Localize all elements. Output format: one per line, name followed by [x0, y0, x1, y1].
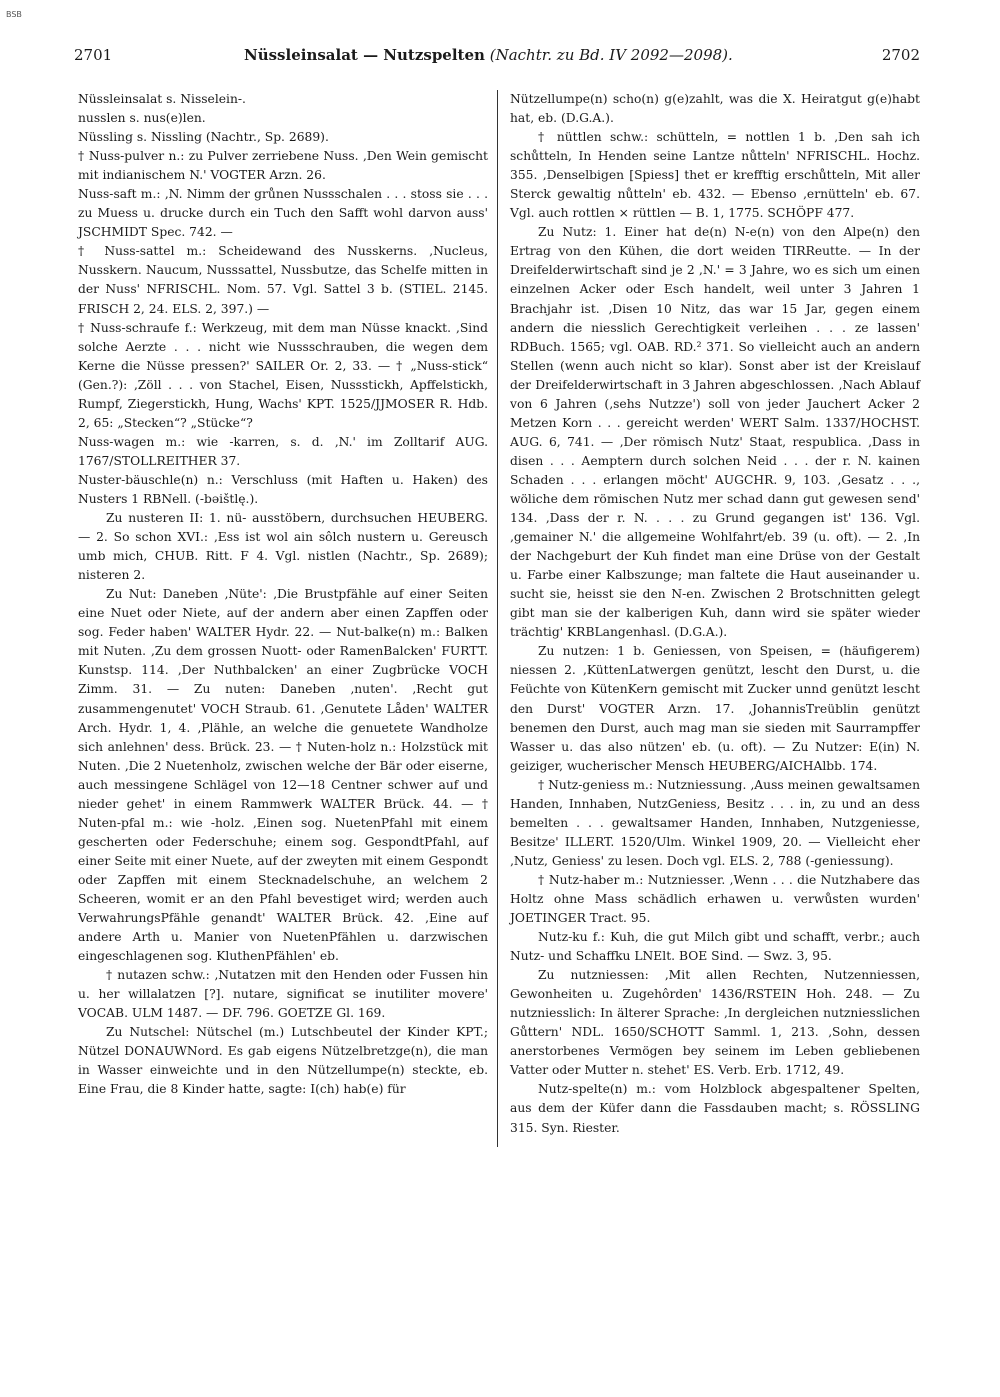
entry: nusslen s. nus(e)len.: [78, 111, 206, 126]
entry: Zu Nut: Daneben ‚Nüte': ‚Die Brustpfähle auf einer Seiten eine Nuet oder Niete, auf der andern aber einen Zapffen oder sog. Feder haben' WALTER Hydr. 22. — Nut-balke(n) m.: Balken mit Nuten. ‚Zu dem grossen Nuott- oder RamenBalcken' FURTT. Kunstsp. 114. ‚Der Nuthbalcken' an einer Zugbrücke VOCH Zimm. 31. — Zu nuten: Daneben ‚nuten'. ‚Recht gut zusammengenutet' VOCH Straub. 61. ‚Genutete Låden' WALTER Arch. Hydr. 1, 4. ‚Plähle, an welche die genuetete Wandholze sich anlehnen' dess. Brück. 23. — † Nuten-holz n.: Holzstück mit Nuten. ‚Die 2 Nuetenholz, zwischen welche der Bär oder eiserne, auch messingene Schlägel von 12—18 Centner schwer auf und nieder gehet' in einem Rammwerk WALTER Brück. 44. — † Nuten-pfal m.: wie -holz. ‚Einen sog. NuetenPfahl mit einem gescherten oder Federschuhe; einem sog. GespondtPfahl, auf einer Seite mit einer Nuete, auf der zweyten mit einem Gespondt oder Zapffen mit einem Stecknadelschuhe, an welchem 2 Scheeren, womit er an den Pfahl bevestiget wird; werden auch VerwahrungsPfähle genandt' WALTER Brück. 42. ‚Eine auf andere Arth u. Manier von NuetenPfählen u. darzwischen eingeschlagenen sog. KluthenPfählen' eb.: [78, 587, 488, 964]
running-title-note: (Nachtr. zu Bd. IV 2092—2098).: [489, 46, 733, 64]
entry: Nüssling s. Nissling (Nachtr., Sp. 2689).: [78, 130, 329, 145]
entry: † Nuss-schraufe f.: Werkzeug, mit dem man Nüsse knackt. ‚Sind solche Aerzte . . . nicht wie Nussschrauben, die wegen dem Kerne die Nüsse pressen?' SAILER Or. 2, 33. — † „Nuss-stick“ (Gen.?): ‚Zöll . . . von Stachel, Eisen, Nussstickh, Apffelstickh, Rumpf, Ziegerstickh, Hung, Wachs' KPT. 1525/JJMOSER R. Hdb. 2, 65: „Stecken“? „Stücke“?: [78, 320, 488, 430]
running-title-main: Nüssleinsalat — Nutzspelten: [244, 46, 485, 64]
library-stamp: BSB: [6, 10, 22, 19]
entry: Zu nutzniessen: ‚Mit allen Rechten, Nutzenniessen, Gewonheiten u. Zugehôrden' 1436/RSTEIN Hoh. 248. — Zu nutzniesslich: In älterer Sprache: ‚In dergleichen nutzniesslichen Gůttern' NDL. 1650/SCHOTT Samml. 1, 213. ‚Sohn, dessen anerstorbenes Vermögen bey seinem im Leben gebliebenen Vatter oder Mutter n. stehet' ES. Verb. Erb. 1712, 49.: [510, 968, 920, 1078]
entry: Zu Nutschel: Nütschel (m.) Lutschbeutel der Kinder KPT.; Nützel DONAUWNord. Es gab eigens Nützelbretzge(n), die man in Wasser einweichte und in den Nützellumpe(n) steckte, eb. Eine Frau, die 8 Kinder hatte, sagte: I(ch) hab(e) für: [78, 1025, 488, 1097]
entry: † Nuss-pulver n.: zu Pulver zerriebene Nuss. ‚Den Wein gemischt mit indianischem N.' VOGTER Arzn. 26.: [78, 149, 488, 183]
entry: Nuss-saft m.: ‚N. Nimm der grůnen Nussschalen . . . stoss sie . . . zu Muess u. drucke durch ein Tuch den Safft wohl darvon auss' JSCHMIDT Spec. 742. —: [78, 187, 488, 240]
column-divider: [497, 90, 498, 1147]
left-column: [78, 90, 488, 1099]
entry: Nuss-wagen m.: wie -karren, s. d. ‚N.' im Zolltarif AUG. 1767/STOLLREITHER 37.: [78, 434, 488, 468]
page-number-right: 2702: [881, 46, 920, 64]
running-title: [244, 46, 733, 64]
entry: † Nutz-geniess m.: Nutzniessung. ‚Auss meinen gewaltsamen Handen, Innhaben, NutzGeniess, Besitz . . . in, zu und an dess bemelten . . . gewaltsamer Handen, Innhaben, Nutzgeniesse, Besitze' ILLERT. 1520/Ulm. Winkel 1909, 20. — Vielleicht eher ‚Nutz, Geniess' zu lesen. Doch vgl. ELS. 2, 788 (-geniessung).: [510, 777, 920, 868]
page-number-left: 2701: [74, 46, 113, 64]
entry: † nüttlen schw.: schütteln, = nottlen 1 b. ‚Den sah ich schůtteln, In Henden seine Lantze nůtteln' NFRISCHL. Hochz. 355. ‚Denselbigen [Spiess] thet er krefftig erschůtteln, Mit aller Sterck gewaltig nůtteln' eb. 432. — Ebenso ‚ernütteln' eb. 67. Vgl. auch rottlen × rüttlen — B. 1, 1775. SCHÖPF 477.: [510, 130, 920, 221]
entry: Nutz-spelte(n) m.: vom Holzblock abgespaltener Spelten, aus dem der Küfer dann die Fassdauben macht; s. RÖSSLING 315. Syn. Riester.: [510, 1082, 920, 1135]
entry: Zu nusteren II: 1. nü- ausstöbern, durchsuchen HEUBERG. — 2. So schon XVI.: ‚Ess ist wol ain sôlch nustern u. Gereusch umb mich, CHUB. Ritt. F 4. Vgl. nistlen (Nachtr., Sp. 2689); nisteren 2.: [78, 511, 488, 583]
entry: † Nuss-sattel m.: Scheidewand des Nusskerns. ‚Nucleus, Nusskern. Naucum, Nusssattel, Nussbutze, das Schelfe mitten in der Nuss' NFRISCHL. Nom. 57. Vgl. Sattel 3 b. (STIEL. 2145. FRISCH 2, 24. ELS. 2, 397.) —: [78, 244, 488, 316]
entry: Nutz-ku f.: Kuh, die gut Milch gibt und schafft, verbr.; auch Nutz- und Schaffku LNElt. BOE Sind. — Swz. 3, 95.: [510, 930, 920, 964]
right-column: [510, 90, 920, 1138]
entry: Zu Nutz: 1. Einer hat de(n) N-e(n) von den Alpe(n) den Ertrag von den Kühen, die dort weiden TIRReutte. — In der Dreifelderwirtschaft sind je 2 ‚N.' = 3 Jahre, wo es sich um einen einzelnen Acker oder Esch handelt, weil unter 3 Jahren 1 Brachjahr ist. ‚Disen 10 Nitz, das war 15 Jar, gegen einem andern die niesslich Gerechtigkeit verleihen . . . ze lassen' RDBuch. 1565; vgl. OAB. RD.² 371. So vielleicht auch an andern Stellen (wenn auch nicht so klar). Sonst aber ist der Kreislauf der Dreifelderwirtschaft in 3 Jahren abgeschlossen. ‚Nach Ablauf von 6 Jahren (‚sehs Nutzze') soll von jeder Jauchert Acker 2 Metzen Korn . . . gereicht werden' WERT Salm. 1337/HOCHST. AUG. 6, 741. — ‚Der römisch Nutz' Staat, respublica. ‚Dass in disen . . . Aemptern durch solchen Neid . . . der r. N. kainen Schaden . . . erlangen möcht' AUGCHR. 9, 103. ‚Gesatz . . ., wöliche dem römischen Nutz mer schad dann gut gewesen send' 134. ‚Dass der r. N. . . . zu Grund gegangen ist' 136. Vgl. ‚gemainer N.' die allgemeine Wohlfahrt/eb. 39 (u. oft). — 2. ‚In der Nachgeburt der Kuh findet man eine Drüse von der Gestalt u. Farbe einer Kalbszunge; man faltete die Haut auseinander u. sucht sie, heisst sie den N-en. Zwischen 2 Brotschnitten gelegt gibt man sie der kalberigen Kuh, dann wird sie später wieder trächtig' KRBLangenhasl. (D.G.A.).: [510, 225, 920, 640]
entry: † Nutz-haber m.: Nutzniesser. ‚Wenn . . . die Nutzhabere das Holtz ohne Mass schädlich erhawen u. verwůsten wurden' JOETINGER Tract. 95.: [510, 872, 920, 926]
entry: † nutazen schw.: ‚Nutatzen mit den Henden oder Fussen hin u. her willalatzen [?]. nutare, significat se inutiliter movere' VOCAB. ULM 1487. — DF. 796. GOETZE Gl. 169.: [78, 968, 488, 1021]
entry: Nuster-bäuschle(n) n.: Verschluss (mit Haften u. Haken) des Nusters 1 RBNell. (-bəištlę.).: [78, 472, 488, 506]
entry: Nützellumpe(n) scho(n) g(e)zahlt, was die X. Heiratgut g(e)habt hat, eb. (D.G.A.).: [510, 92, 920, 126]
entry: Nüssleinsalat s. Nisselein-.: [78, 92, 246, 106]
entry: Zu nutzen: 1 b. Geniessen, von Speisen, = (häufigerem) niessen 2. ‚KüttenLatwergen genützt, lescht den Durst, u. die Feüchte von KütenKern gemischt mit Zucker unnd genützt lescht den Durst' VOGTER Arzn. 17. ‚JohannisTreüblin genützt benemen den Durst, auch mag man sie sieden mit Saurrampffer Wasser u. das also nützen' eb. (u. oft). — Zu Nutzer: E(in) N. geiziger, wucherischer Mensch HEUBERG/AICHAlbb. 174.: [510, 644, 920, 773]
page-header: [74, 46, 920, 72]
